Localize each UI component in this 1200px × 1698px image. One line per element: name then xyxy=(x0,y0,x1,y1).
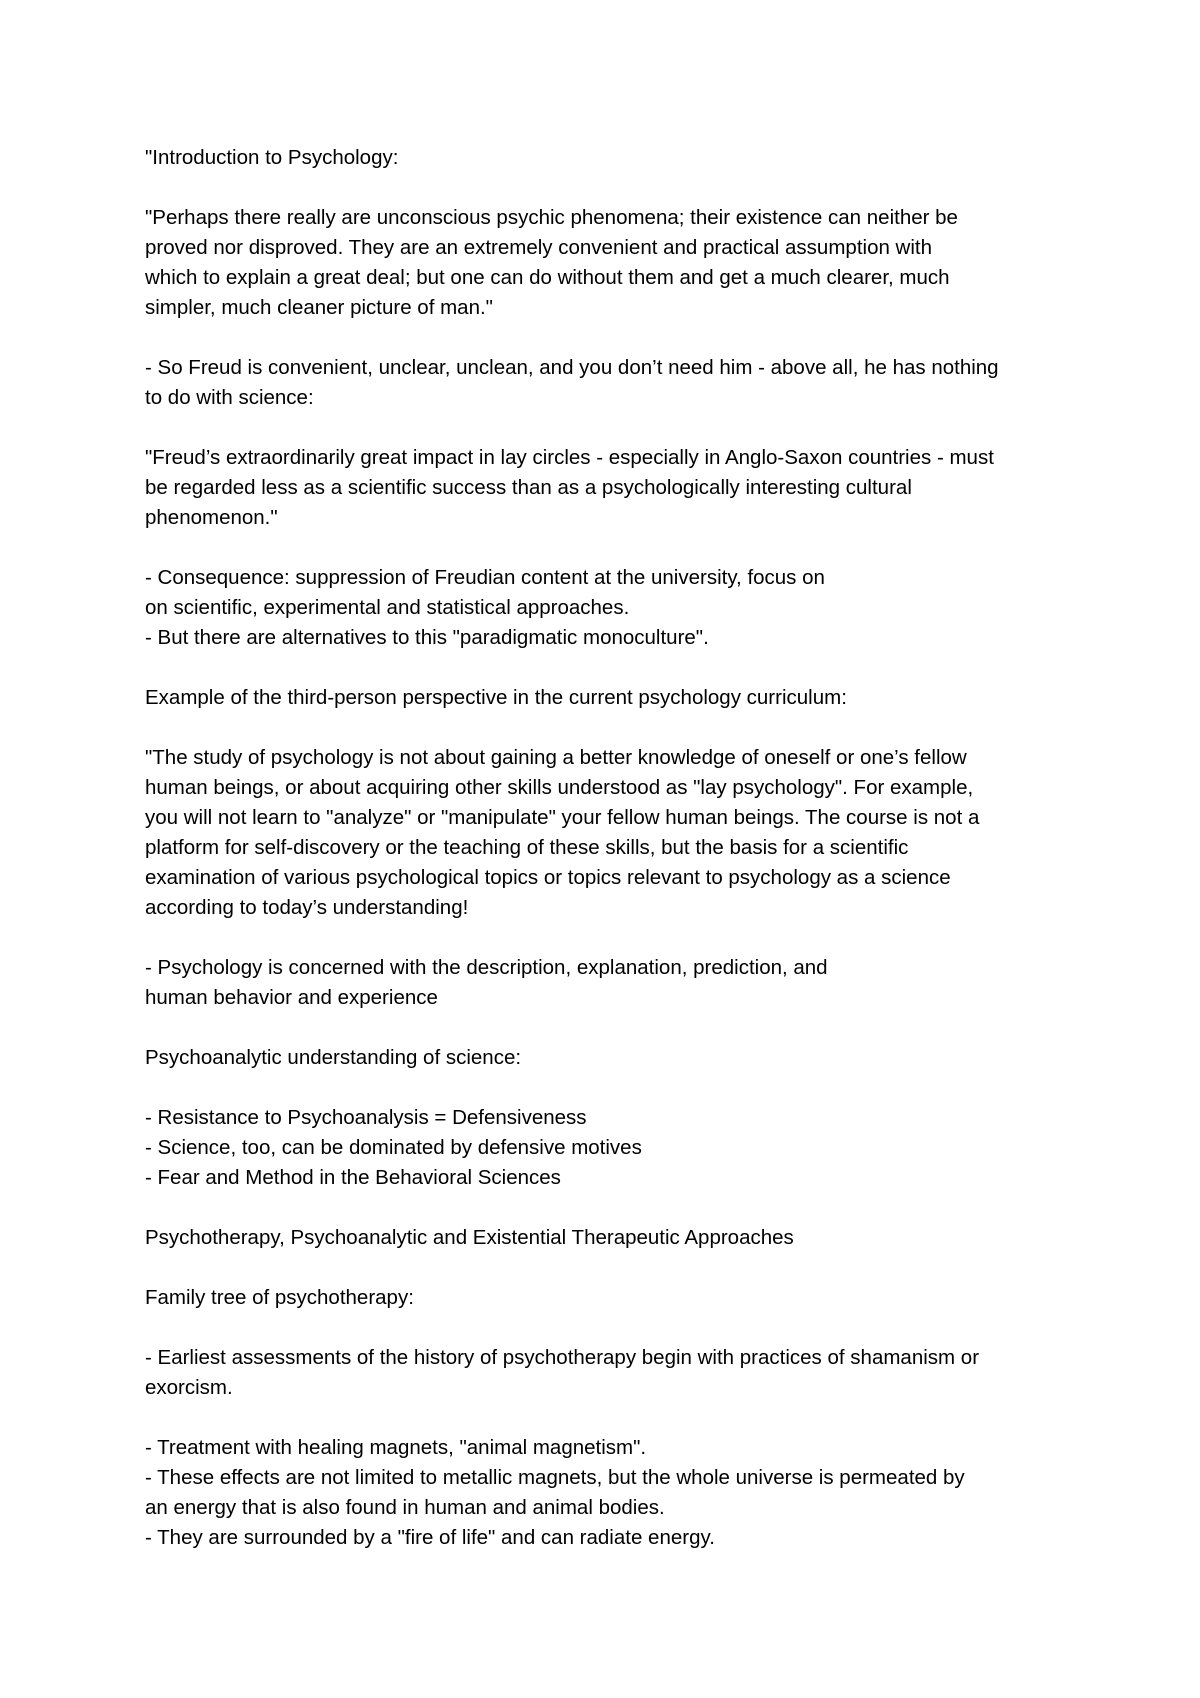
text-line: which to explain a great deal; but one can do without them and get a much clearer, much xyxy=(145,266,950,289)
text-line: - They are surrounded by a "fire of life" and can radiate energy. xyxy=(145,1526,715,1549)
text-line: - Science, too, can be dominated by defensive motives xyxy=(145,1136,642,1159)
text-line: examination of various psychological topics or topics relevant to psychology as a science xyxy=(145,866,951,889)
text-line: - Treatment with healing magnets, "animal magnetism". xyxy=(145,1436,647,1459)
text-line: according to today’s understanding! xyxy=(145,896,469,919)
paragraph xyxy=(145,1043,1085,1073)
text-line: - Fear and Method in the Behavioral Sciences xyxy=(145,1166,561,1189)
text-line: "Perhaps there really are unconscious psychic phenomena; their existence can neither be xyxy=(145,206,958,229)
text-line: "Freud’s extraordinarily great impact in lay circles - especially in Anglo-Saxon countries - must xyxy=(145,446,994,469)
paragraph xyxy=(145,1223,1085,1253)
text-line: Example of the third-person perspective in the current psychology curriculum: xyxy=(145,686,847,709)
paragraph xyxy=(145,743,1085,923)
paragraph xyxy=(145,443,1085,533)
paragraph xyxy=(145,1343,1085,1403)
text-line: - These effects are not limited to metallic magnets, but the whole universe is permeated by xyxy=(145,1466,965,1489)
text-line: - But there are alternatives to this "paradigmatic monoculture". xyxy=(145,626,709,649)
paragraph xyxy=(145,1433,1085,1553)
paragraph xyxy=(145,143,1085,173)
text-line: be regarded less as a scientific success than as a psychologically interesting cultural xyxy=(145,476,912,499)
text-line: you will not learn to "analyze" or "manipulate" your fellow human beings. The course is not a xyxy=(145,806,980,829)
text-line: on scientific, experimental and statistical approaches. xyxy=(145,596,630,619)
text-line: - Earliest assessments of the history of psychotherapy begin with practices of shamanism or xyxy=(145,1346,980,1369)
paragraph xyxy=(145,683,1085,713)
document-body xyxy=(145,143,1085,1583)
text-line: - Psychology is concerned with the description, explanation, prediction, and xyxy=(145,956,828,979)
paragraph xyxy=(145,563,1085,653)
text-line: human beings, or about acquiring other skills understood as "lay psychology". For example, xyxy=(145,776,974,799)
text-line: "Introduction to Psychology: xyxy=(145,146,399,169)
text-line: exorcism. xyxy=(145,1376,233,1399)
text-line: - Resistance to Psychoanalysis = Defensiveness xyxy=(145,1106,587,1129)
text-line: Family tree of psychotherapy: xyxy=(145,1286,414,1309)
text-line: proved nor disproved. They are an extremely convenient and practical assumption with xyxy=(145,236,933,259)
text-line: phenomenon." xyxy=(145,506,278,529)
text-line: an energy that is also found in human and animal bodies. xyxy=(145,1496,665,1519)
paragraph xyxy=(145,353,1085,413)
paragraph xyxy=(145,203,1085,323)
text-line: Psychoanalytic understanding of science: xyxy=(145,1046,522,1069)
paragraph xyxy=(145,1283,1085,1313)
text-line: - Consequence: suppression of Freudian content at the university, focus on xyxy=(145,566,825,589)
text-line: human behavior and experience xyxy=(145,986,438,1009)
text-line: "The study of psychology is not about gaining a better knowledge of oneself or one’s fellow xyxy=(145,746,967,769)
text-line: platform for self-discovery or the teaching of these skills, but the basis for a scientific xyxy=(145,836,909,859)
text-line: Psychotherapy, Psychoanalytic and Existential Therapeutic Approaches xyxy=(145,1226,794,1249)
text-line: simpler, much cleaner picture of man." xyxy=(145,296,493,319)
text-line: - So Freud is convenient, unclear, unclean, and you don’t need him - above all, he has nothing xyxy=(145,356,999,379)
paragraph xyxy=(145,1103,1085,1193)
paragraph xyxy=(145,953,1085,1013)
text-line: to do with science: xyxy=(145,386,314,409)
